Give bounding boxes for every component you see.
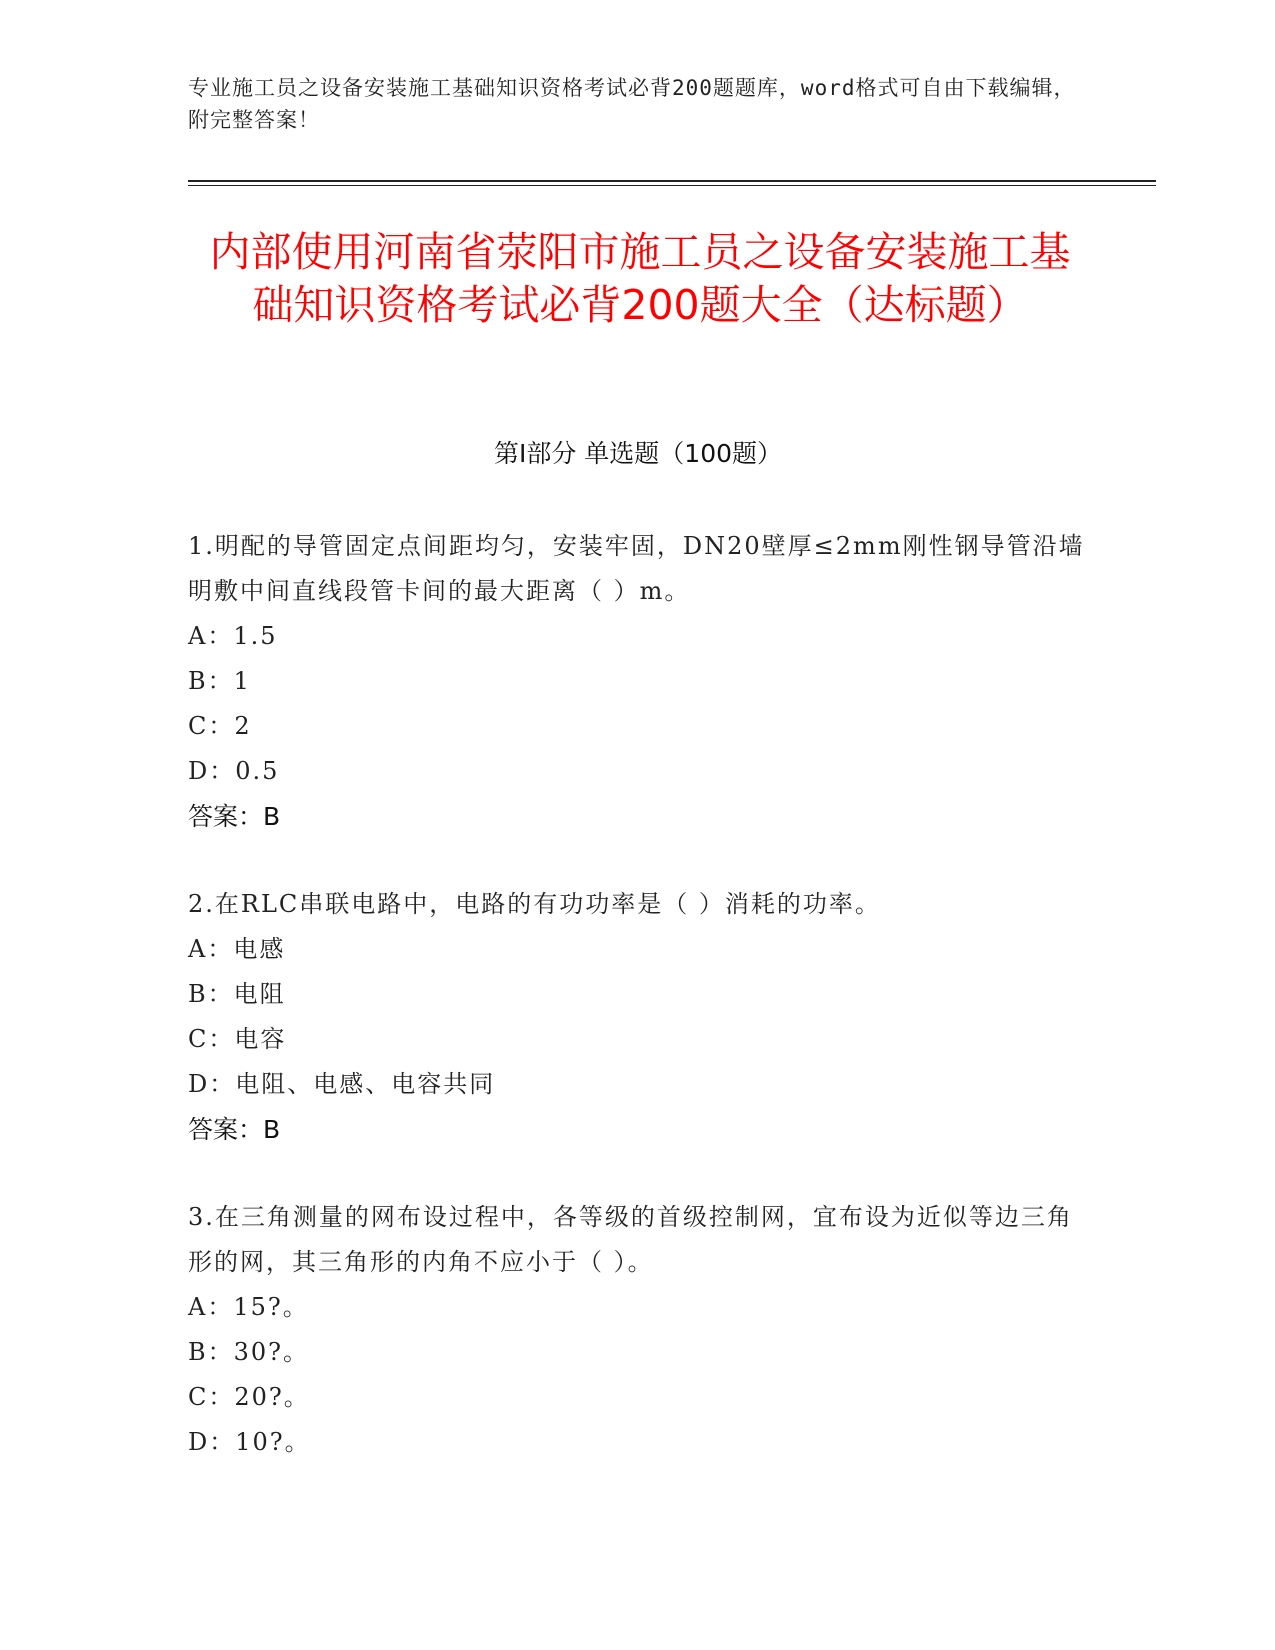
option-a: A：15?。: [188, 1293, 309, 1321]
question-stem: 3.在三角测量的网布设过程中，各等级的首级控制网，宜布设为近似等边三角形的网，其三角形的内角不应小于（ ）。: [188, 1203, 1073, 1276]
option-d: D：0.5: [188, 757, 280, 785]
option-c: C：2: [188, 712, 252, 740]
option-b: B：1: [188, 667, 251, 695]
question-gap: [188, 839, 1088, 882]
answer-label: 答案：B: [188, 802, 281, 831]
option-d: D：10?。: [188, 1428, 311, 1456]
question-stem: 1.明配的导管固定点间距均匀，安装牢固，DN20壁厚≤2mm刚性钢导管沿墙明敷中间直线段管卡间的最大距离（ ）m。: [188, 532, 1085, 605]
question-list: [188, 524, 1088, 1465]
question-gap: [188, 1152, 1088, 1195]
header-rule-thick: [188, 180, 1156, 182]
section-title: 第I部分 单选题（100题）: [493, 439, 783, 468]
option-c: C：20?。: [188, 1383, 310, 1411]
option-d: D：电阻、电感、电容共同: [188, 1070, 496, 1098]
question-3: [188, 1195, 1088, 1465]
option-a: A：电感: [188, 935, 286, 963]
header-note: 专业施工员之设备安装施工基础知识资格考试必背200题题库，word格式可自由下载编辑，附完整答案！: [188, 76, 1076, 132]
option-c: C：电容: [188, 1025, 287, 1053]
option-a: A：1.5: [188, 622, 278, 650]
answer-label: 答案：B: [188, 1115, 281, 1144]
header-rule-thin: [188, 185, 1156, 186]
question-2: [188, 882, 1088, 1152]
question-stem: 2.在RLC串联电路中，电路的有功功率是（ ）消耗的功率。: [188, 890, 881, 918]
option-b: B：电阻: [188, 980, 286, 1008]
option-b: B：30?。: [188, 1338, 310, 1366]
document-title: 内部使用河南省荥阳市施工员之设备安装施工基础知识资格考试必背200题大全（达标题）: [209, 228, 1071, 329]
question-1: [188, 524, 1088, 839]
